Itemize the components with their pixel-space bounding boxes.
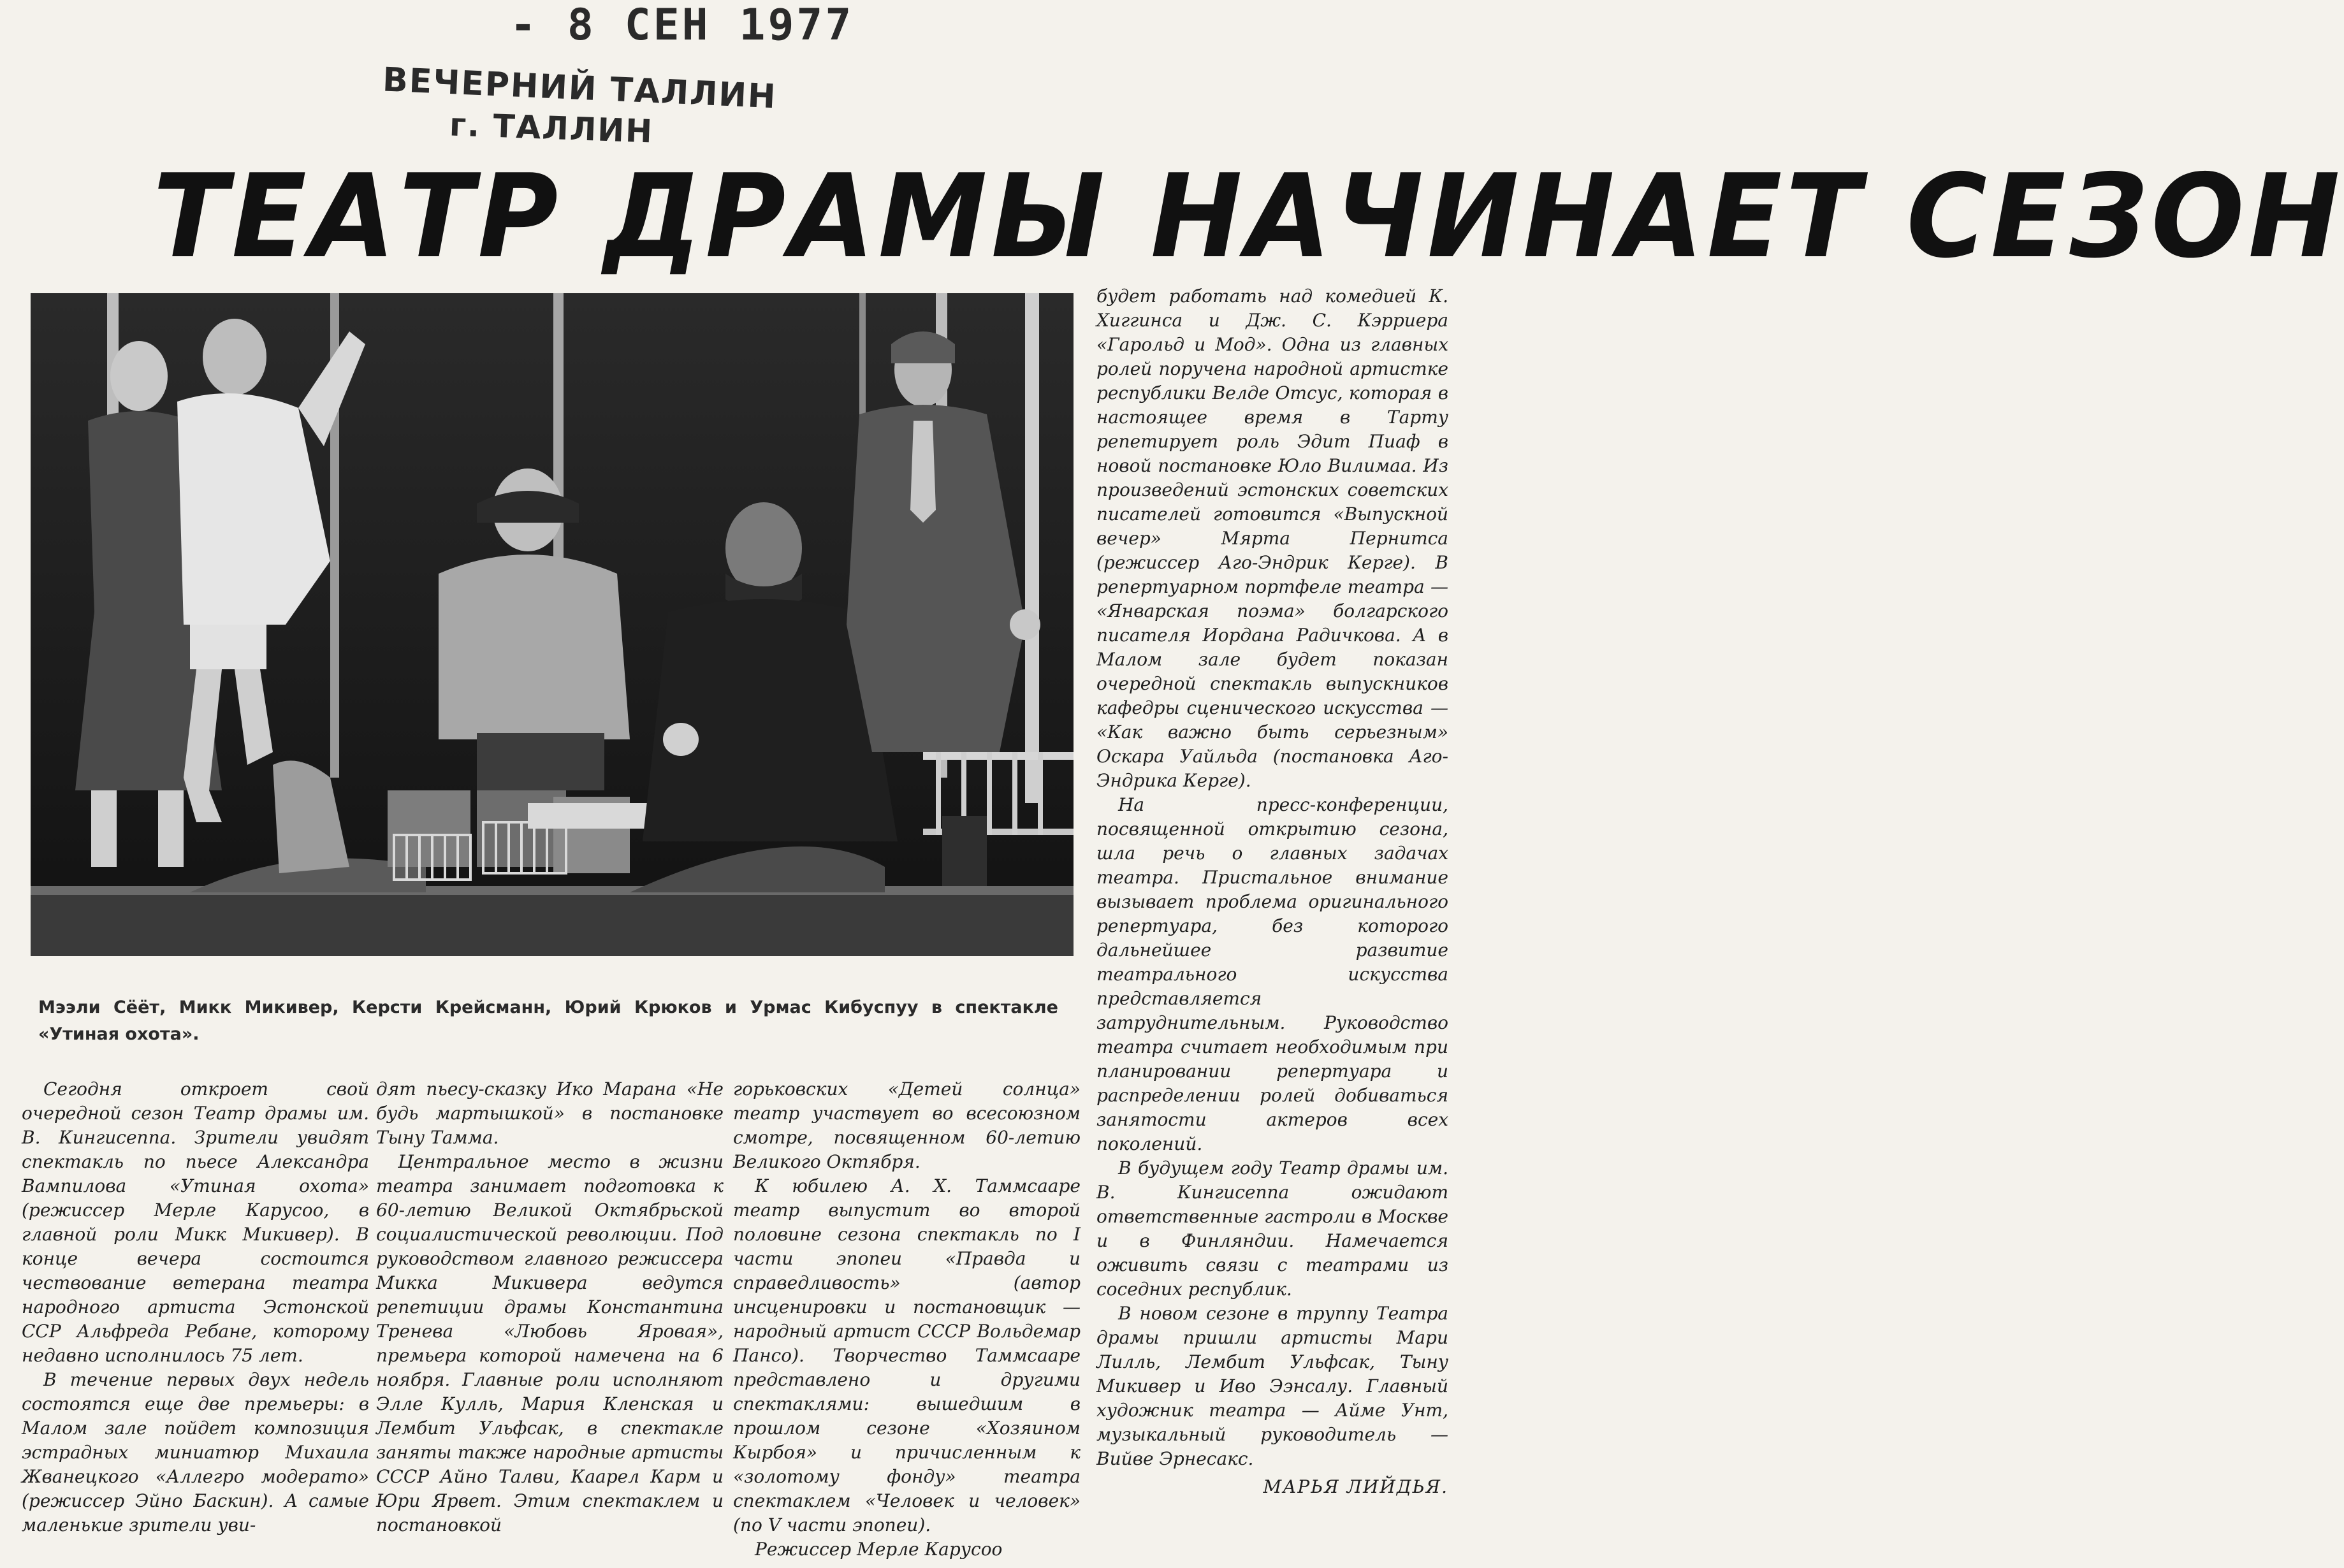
article-column-1 xyxy=(22,1077,369,1562)
stage-photo xyxy=(31,293,1074,956)
paragraph: будет работать над комедией К. Хиггинса и Дж. С. Кэрриера «Гарольд и Мод». Одна из главных ролей поручена народной артистке республики Велде Отсус, которая в настоящее время в Тарту репетирует роль Эдит Пиаф в новой постановке Юло Вилимаа. Из произведений эстонских советских писателей готовится «Выпускной вечер» Мярта Пернитса (режиссер Аго-Эндрик Керге). В репертуарном портфеле театра — «Январская поэма» болгарского писателя Иордана Радичкова. А в Малом зале будет показан очередной спектакль выпускников кафедры сценического искусства — «Как важно быть серьезным» Оскара Уайльда (постановка Аго-Эндрика Керге). xyxy=(1096,286,1448,791)
paragraph: Центральное место в жизни театра занимает подготовка к 60-летию Великой Октябрьской социалистической революции. Под руководством главного режиссера Микка Микивера ведутся репетиции драмы Константина Тренева «Любовь Яровая», премьера которой намечена на 6 ноября. Главные роли исполняют Элле Кулль, Мария Кленская и Лембит Ульфсак, в спектакле заняты также народные артисты СССР Айно Талви, Каарел Карм и Юри Ярвет. Этим спектаклем и постановкой xyxy=(376,1151,724,1535)
paragraph: дят пьесу-сказку Ико Марана «Не будь мартышкой» в постановке Тыну Тамма. xyxy=(376,1078,724,1148)
article-column-2 xyxy=(376,1077,724,1562)
article-column-right xyxy=(1096,284,1448,1565)
paragraph: Режиссер Мерле Карусоо xyxy=(755,1539,1003,1560)
newspaper-stamp: ВЕЧЕРНИЙ ТАЛЛИН xyxy=(381,61,778,117)
paragraph: В течение первых двух недель состоятся еще две премьеры: в Малом зале пойдет композиция эстрадных миниатюр Михаила Жванецкого «Аллегро модерато» (режиссер Эйно Баскин). А самые маленькие зрители уви- xyxy=(22,1369,369,1535)
paragraph: На пресс-конференции, посвященной открытию сезона, шла речь о главных задачах театра. Пристальное внимание вызывает проблема оригинального репертуара, без которого дальнейшее развитие театрального искусства представляется затруднительным. Руководство театра считает необходимым при планировании репертуара и распределении ролей добиваться занятости актеров всех поколений. xyxy=(1096,794,1448,1154)
headline: ТЕАТР ДРАМЫ НАЧИНАЕТ СЕЗОН xyxy=(153,149,2344,284)
date-stamp: - 8 СЕН 1977 xyxy=(510,0,854,50)
paragraph: К юбилею А. Х. Таммсааре театр выпустит во второй половине сезона спектакль по I части эпопеи «Правда и справедливость» (автор инсценировки и постановщик — народный артист СССР Вольдемар Пансо). Творчество Таммсааре представлено и другими спектаклями: вышедшим в прошлом сезоне «Хозяином Кырбоя» и причисленным к «золотому фонду» театра спектаклем «Человек и человек» (по V части эпопеи). xyxy=(733,1175,1081,1535)
photo-caption: Мээли Сёёт, Микк Микивер, Керсти Крейсманн, Юрий Крюков и Урмас Кибуспуу в спектакле «Утиная охота». xyxy=(38,998,1058,1044)
paragraph: В новом сезоне в труппу Театра драмы пришли артисты Мари Лилль, Лембит Ульфсак, Тыну Микивер и Иво Ээнсалу. Главный художник театра — Айме Унт, музыкальный руководитель — Вийве Эрнесакс. xyxy=(1096,1303,1448,1469)
paragraph: Сегодня откроет свой очередной сезон Театр драмы им. В. Кингисеппа. Зрители увидят спектакль по пьесе Александра Вампилова «Утиная охота» (режиссер Мерле Карусоо, в главной роли Микк Микивер). В конце вечера состоится чествование ветерана театра народного артиста Эстонской ССР Альфреда Ребане, которому недавно исполнилось 75 лет. xyxy=(22,1078,369,1366)
city-stamp: г. ТАЛЛИН xyxy=(449,106,654,150)
author-signature: МАРЬЯ ЛИЙДЬЯ. xyxy=(1263,1476,1448,1497)
paragraph: горьковских «Детей солнца» театр участвует во всесоюзном смотре, посвященном 60-летию Великого Октября. xyxy=(733,1078,1081,1172)
paragraph: В будущем году Театр драмы им. В. Кингисеппа ожидают ответственные гастроли в Москве и в Финляндии. Намечается оживить связи с театрами из соседних республик. xyxy=(1096,1158,1448,1300)
article-column-3 xyxy=(733,1077,1081,1562)
